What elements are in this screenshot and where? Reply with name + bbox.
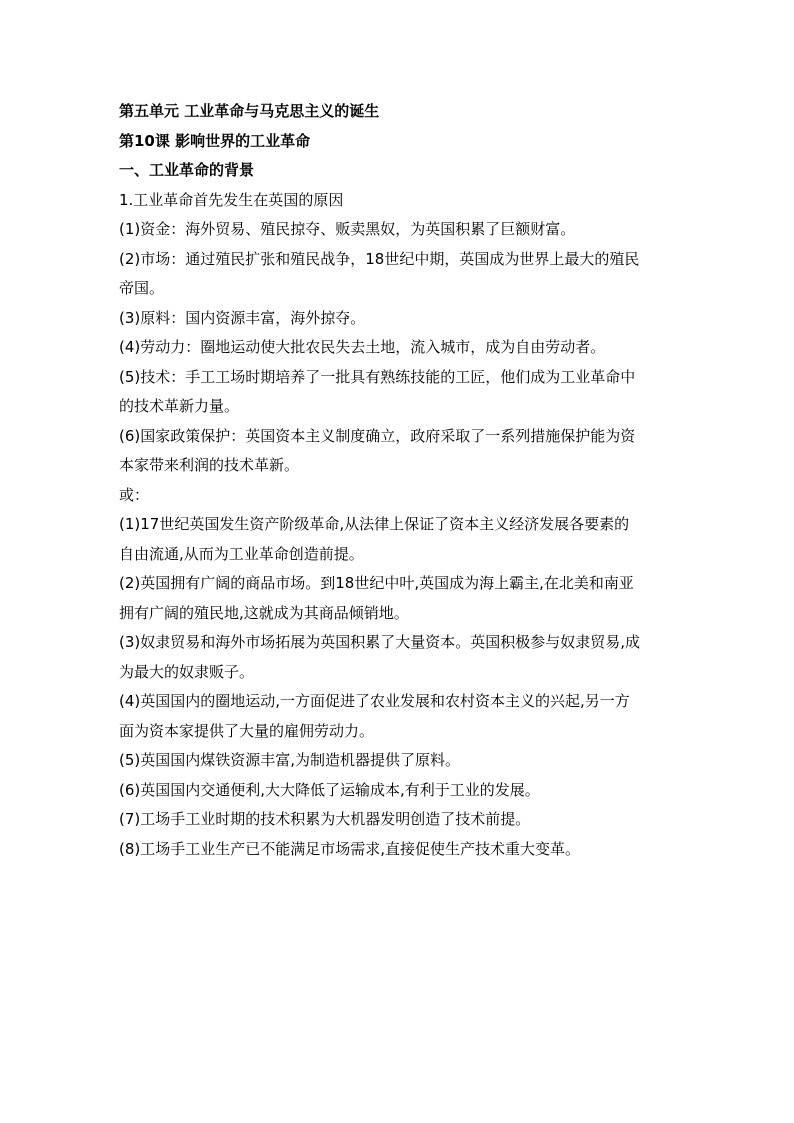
list-item xyxy=(119,805,679,835)
or-label: 或： xyxy=(119,485,150,504)
paragraph-line: (2)市场：通过殖民扩张和殖民战争，18世纪中期，英国成为世界上最大的殖民 xyxy=(119,249,640,268)
list-item xyxy=(119,333,679,363)
paragraph-line: 自由流通,从而为工业革命创造前提。 xyxy=(119,544,364,563)
list-item xyxy=(119,363,679,422)
paragraph-line: (3)原料：国内资源丰富，海外掠夺。 xyxy=(119,308,366,327)
list-item xyxy=(119,245,679,304)
paragraph-line: 面为资本家提供了大量的雇佣劳动力。 xyxy=(119,721,375,740)
paragraph-line: 的技术革新力量。 xyxy=(119,397,240,415)
section-title: 一、工业革命的背景 xyxy=(119,161,255,179)
paragraph-line: (4)劳动力：圈地运动使大批农民失去土地，流入城市，成为自由劳动者。 xyxy=(119,338,606,356)
paragraph-line: (5)技术：手工工场时期培养了一批具有熟练技能的工匠，他们成为工业革命中 xyxy=(119,367,636,386)
unit-title: 第五单元 工业革命与马克思主义的诞生 xyxy=(119,102,380,120)
list-item xyxy=(119,569,679,628)
paragraph-line: 拥有广阔的殖民地,这就成为其商品倾销地。 xyxy=(119,603,409,622)
list-item xyxy=(119,422,679,481)
paragraph-line: 为最大的奴隶贩子。 xyxy=(119,662,255,681)
paragraph-line: (7)工场手工业时期的技术积累为大机器发明创造了技术前提。 xyxy=(119,810,531,828)
document-page xyxy=(119,97,679,864)
lesson-title: 第10课 影响世界的工业革命 xyxy=(119,131,311,150)
subsection-title: 1.工业革命首先发生在英国的原因 xyxy=(119,190,344,209)
list-item xyxy=(119,835,679,865)
list-item xyxy=(119,776,679,806)
paragraph-line: 本家带来利润的技术革新。 xyxy=(119,456,300,474)
paragraph-line: (2)英国拥有广阔的商品市场。到18世纪中叶,英国成为海上霸主,在北美和南亚 xyxy=(119,574,634,592)
paragraph-line: (8)工场手工业生产已不能满足市场需求,直接促使生产技术重大变革。 xyxy=(119,839,581,858)
paragraph-line: (6)国家政策保护：英国资本主义制度确立，政府采取了一系列措施保护能为资 xyxy=(119,426,636,445)
paragraph-line: (4)英国国内的圈地运动,一方面促进了农业发展和农村资本主义的兴起,另一方 xyxy=(119,692,630,710)
list-item xyxy=(119,628,679,687)
paragraph-line: (1)17世纪英国发生资产阶级革命,从法律上保证了资本主义经济发展各要素的 xyxy=(119,515,630,533)
list-item xyxy=(119,304,679,334)
paragraph-line: (5)英国国内煤铁资源丰富,为制造机器提供了原料。 xyxy=(119,751,461,769)
reasons-list-a xyxy=(119,215,679,481)
list-item xyxy=(119,510,679,569)
list-item xyxy=(119,687,679,746)
paragraph-line: (1)资金：海外贸易、殖民掠夺、贩卖黑奴，为英国积累了巨额财富。 xyxy=(119,220,576,238)
reasons-list-b xyxy=(119,510,679,864)
paragraph-line: (3)奴隶贸易和海外市场拓展为英国积累了大量资本。英国积极参与奴隶贸易,成 xyxy=(119,633,641,651)
list-item xyxy=(119,215,679,245)
paragraph-line: (6)英国国内交通便利,大大降低了运输成本,有利于工业的发展。 xyxy=(119,780,540,799)
list-item xyxy=(119,746,679,776)
paragraph-line: 帝国。 xyxy=(119,279,165,297)
